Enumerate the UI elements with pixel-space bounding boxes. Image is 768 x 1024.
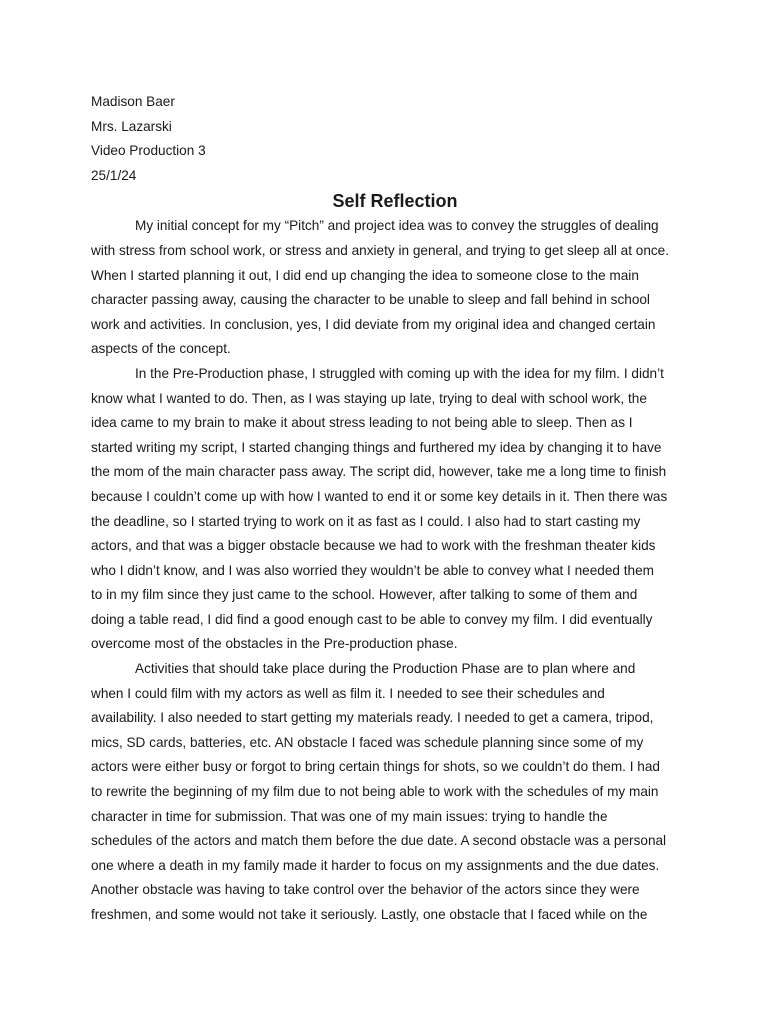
paragraph-line: who I didn’t know, and I was also worried they wouldn’t be able to convey what I needed them	[91, 562, 654, 578]
paragraph-production-phase	[91, 657, 691, 928]
student-name: Madison Baer	[91, 94, 175, 109]
paragraph-line: actors were either busy or forgot to bring certain things for shots, so we couldn’t do them. I had	[91, 759, 660, 775]
paragraph-line: started writing my script, I started changing things and furthered my idea by changing it to have	[91, 439, 662, 455]
paragraph-line: Another obstacle was having to take control over the behavior of the actors since they were	[91, 882, 640, 898]
paragraph-line: aspects of the concept.	[91, 341, 231, 357]
paragraph-line: because I couldn’t come up with how I wanted to end it or some key details in it. Then there was	[91, 488, 668, 504]
paragraph-line: with stress from school work, or stress and anxiety in general, and trying to get sleep all at once.	[91, 242, 670, 258]
document-title: Self Reflection	[332, 191, 458, 212]
paragraph-line: idea came to my brain to make it about stress leading to not being able to sleep. Then as I	[91, 415, 633, 431]
paragraph-line: actors, and that was a bigger obstacle because we had to work with the freshman theater kids	[91, 538, 656, 554]
paragraph-line: doing a table read, I did find a good enough cast to be able to convey my film. I did eventually	[91, 611, 653, 627]
paragraph-line: one where a death in my family made it harder to focus on my assignments and the due dates.	[91, 857, 660, 873]
teacher-name: Mrs. Lazarski	[91, 118, 172, 134]
document-body	[91, 90, 691, 928]
paragraph-line: know what I wanted to do. Then, as I was staying up late, trying to deal with school work, the	[91, 390, 647, 406]
paragraph-line: schedules of the actors and match them before the due date. A second obstacle was a personal	[91, 833, 667, 849]
paragraph-line: to in my film since they just came to the school. However, after talking to some of them and	[91, 587, 638, 603]
course-name: Video Production 3	[91, 143, 206, 159]
paragraph-line: freshmen, and some would not take it seriously. Lastly, one obstacle that I faced while on the	[91, 907, 648, 922]
paragraph-line: the deadline, so I started trying to work on it as fast as I could. I also had to start casting my	[91, 513, 641, 529]
paragraph-line: character passing away, causing the character to be unable to sleep and fall behind in school	[91, 292, 650, 308]
paragraph-pre-production	[91, 362, 691, 657]
paragraph-line: to rewrite the beginning of my film due to not being able to work with the schedules of my main	[91, 784, 659, 800]
paragraph-line: work and activities. In conclusion, yes, I did deviate from my original idea and changed certain	[91, 316, 656, 332]
paragraph-line: overcome most of the obstacles in the Pre-production phase.	[91, 636, 458, 652]
paragraph-line: My initial concept for my “Pitch” and project idea was to convey the struggles of dealing	[135, 218, 659, 234]
document-date: 25/1/24	[91, 167, 137, 183]
paragraph-line: mics, SD cards, batteries, etc. AN obstacle I faced was schedule planning since some of my	[91, 734, 644, 750]
paragraph-initial-concept	[91, 214, 691, 362]
paragraph-line: when I could film with my actors as well as film it. I needed to see their schedules and	[91, 685, 605, 701]
paragraph-line: When I started planning it out, I did end up changing the idea to someone close to the main	[91, 267, 639, 283]
paragraph-line: In the Pre-Production phase, I struggled with coming up with the idea for my film. I didn’t	[135, 365, 664, 381]
paragraph-line: Activities that should take place during the Production Phase are to plan where and	[135, 661, 636, 677]
paragraph-line: availability. I also needed to start getting my materials ready. I needed to get a camera, tripod,	[91, 710, 654, 726]
paragraph-line: the mom of the main character pass away. The script did, however, take me a long time to finish	[91, 464, 667, 480]
paragraph-line: character in time for submission. That was one of my main issues: trying to handle the	[91, 808, 608, 824]
